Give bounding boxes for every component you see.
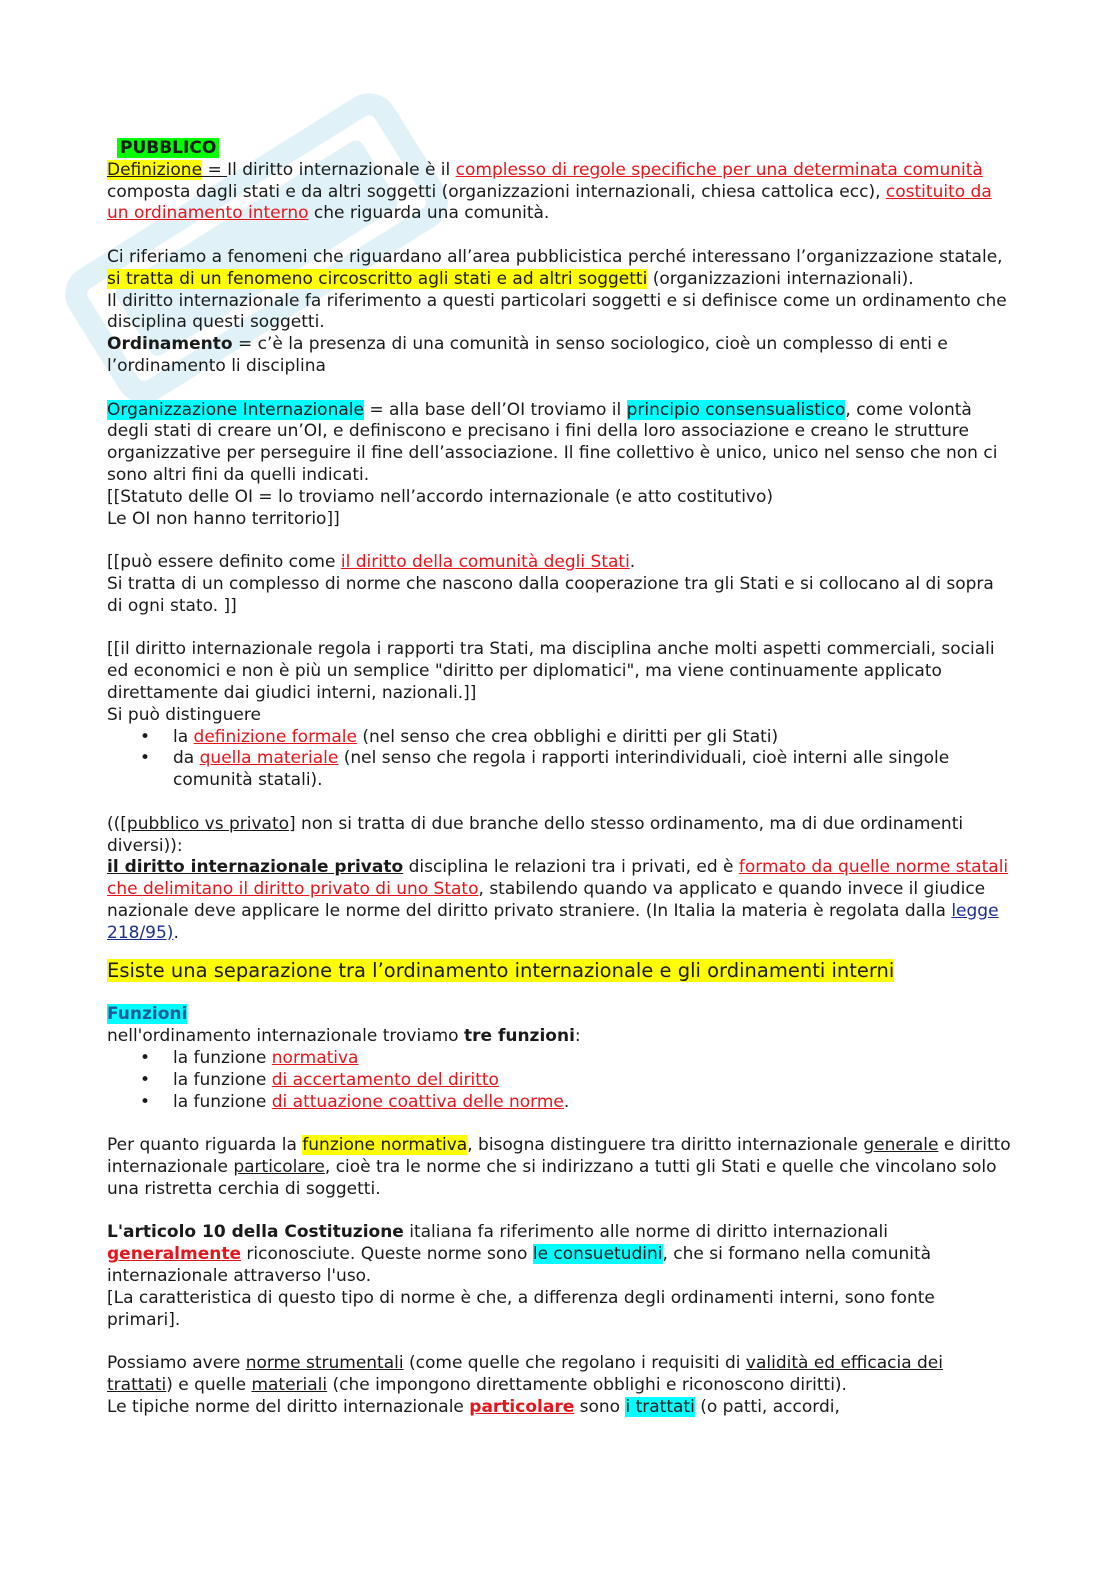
document-body — [107, 138, 1012, 1419]
paragraph-oi: Organizzazione Internazionale = alla base dell’OI troviamo il principio consensualistico, come volontà degli stati di creare un’OI, e definiscono e precisano i fini della loro associazione e creano le strutture organizzative per perseguire il fine dell’associazione. Il fine collettivo è unico, unico nel senso che non ci sono altri fini da quelli indicati. — [107, 399, 998, 485]
section-title: PUBBLICO — [117, 138, 1012, 160]
heading-separazione: Esiste una separazione tra l’ordinamento internazionale e gli ordinamenti interni — [107, 959, 895, 983]
list-item: • da quella materiale (nel senso che regola i rapporti interindividuali, cioè interni alle singole comunità statali). — [107, 748, 1012, 792]
paragraph-privato: il diritto internazionale privato disciplina le relazioni tra i privati, ed è formato da quelle norme statali che delimitano il diritto privato di uno Stato, stabilendo quando va applicato e quando invece il giudice nazionale deve applicare le norme del diritto privato straniere. (In Italia la materia è regolata dalla legge 218/95). — [107, 857, 1009, 943]
paragraph: [[può essere definito come il diritto della comunità degli Stati. — [107, 552, 636, 573]
list-item: • la funzione normativa — [107, 1048, 1012, 1070]
paragraph: Le tipiche norme del diritto internazionale particolare sono i trattati (o patti, accordi, — [107, 1396, 840, 1417]
paragraph: Per quanto riguarda la funzione normativa, bisogna distinguere tra diritto internazionale generale e diritto internazionale particolare, cioè tra le norme che si indirizzano a tutti gli Stati e quelle che vincolano solo una ristretta cerchia di soggetti. — [107, 1135, 1011, 1199]
paragraph: [[Statuto delle OI = lo troviamo nell’accordo internazionale (e atto costitutivo) — [107, 486, 774, 507]
funzioni-list — [107, 1048, 1012, 1113]
list-item: • la definizione formale (nel senso che crea obblighi e diritti per gli Stati) — [107, 727, 1012, 749]
paragraph-ordinamento: Ordinamento = c’è la presenza di una comunità in senso sociologico, cioè un complesso di enti e l’ordinamento li disciplina — [107, 334, 948, 376]
paragraph: [[il diritto internazionale regola i rapporti tra Stati, ma disciplina anche molti aspetti commerciali, sociali ed economici e non è più un semplice "diritto per diplomatici", ma viene continuamente applicato direttamente dai giudici interni, nazionali.]] — [107, 639, 995, 703]
law-link[interactable]: legge 218/95) — [107, 900, 999, 943]
paragraph: Il diritto internazionale fa riferimento a questi particolari soggetti e si definisce come un ordinamento che disciplina questi soggetti. — [107, 290, 1007, 333]
paragraph-definizione: Definizione = Il diritto internazionale è il complesso di regole specifiche per una determinata comunità composta dagli stati e da altri soggetti (organizzazioni internazionali, chiesa cattolica ecc), costituito da un ordinamento interno che riguarda una comunità. — [107, 159, 992, 224]
paragraph: [La caratteristica di questo tipo di norme è che, a differenza degli ordinamenti interni, sono fonte primari]. — [107, 1287, 935, 1330]
paragraph: (([pubblico vs privato] non si tratta di due branche dello stesso ordinamento, ma di due ordinamenti diversi)): — [107, 813, 964, 856]
paragraph: Possiamo avere norme strumentali (come quelle che regolano i requisiti di validità ed efficacia dei trattati) e quelle materiali (che impongono direttamente obblighi e riconoscono diritti). — [107, 1353, 943, 1396]
paragraph: Si tratta di un complesso di norme che nascono dalla cooperazione tra gli Stati e si collocano al di sopra di ogni stato. ]] — [107, 573, 994, 616]
paragraph-articolo10: L'articolo 10 della Costituzione italiana fa riferimento alle norme di diritto internazionali generalmente riconosciute. Queste norme sono le consuetudini, che si formano nella comunità internazionale attraverso l'uso. — [107, 1222, 932, 1287]
list-item: • la funzione di attuazione coattiva delle norme. — [107, 1092, 1012, 1114]
paragraph: nell'ordinamento internazionale troviamo tre funzioni: — [107, 1026, 581, 1047]
list-item: • la funzione di accertamento del diritto — [107, 1070, 1012, 1092]
paragraph: Si può distinguere — [107, 704, 261, 725]
paragraph: Ci riferiamo a fenomeni che riguardano all’area pubblicistica perché interessano l’organizzazione statale, si tratta di un fenomeno circoscritto agli stati e ad altri soggetti (organizzazioni internazionali). — [107, 246, 1003, 289]
funzioni-heading: Funzioni — [107, 1004, 188, 1025]
paragraph: Le OI non hanno territorio]] — [107, 508, 340, 529]
distinction-list — [107, 727, 1012, 792]
